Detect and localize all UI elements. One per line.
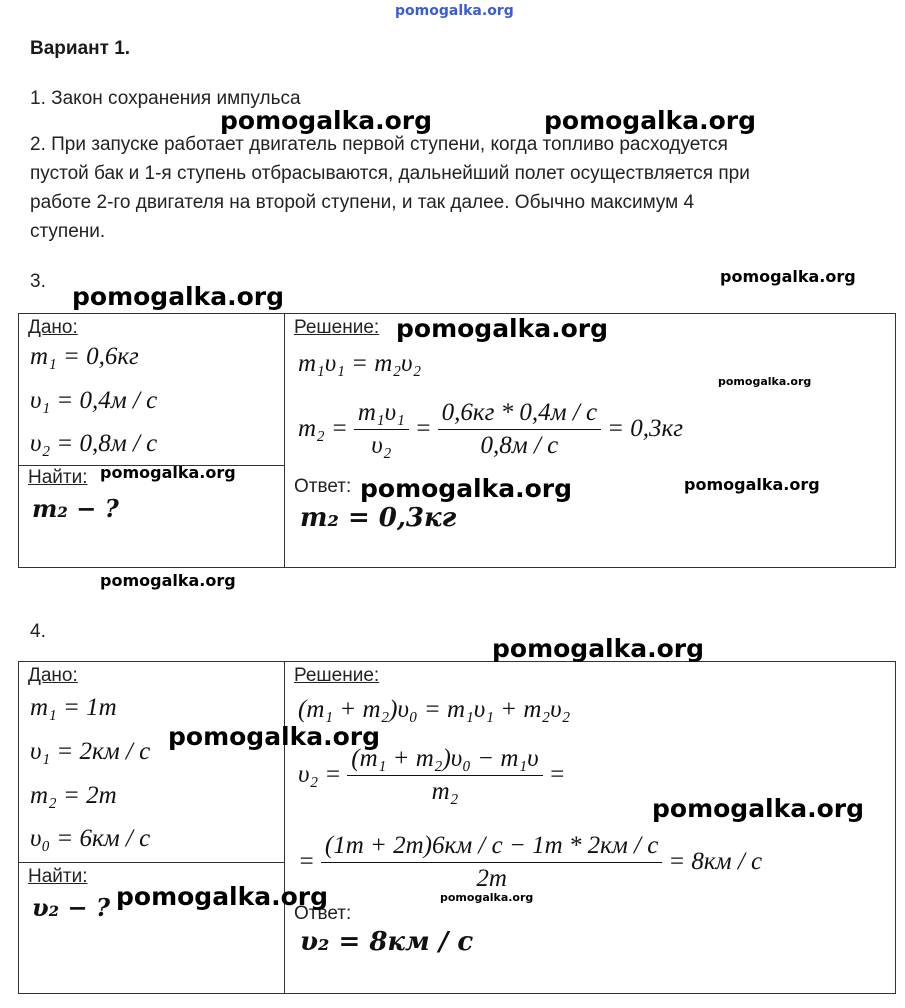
p4-eq3-frac — [321, 832, 662, 893]
p3-given-2: υ₁ = 0,4м / с — [30, 387, 158, 414]
watermark-8: pomogalka.org — [360, 474, 573, 503]
answer-1: 1. Закон сохранения импульса — [30, 88, 301, 109]
p4-eq3-lhs: = — [298, 848, 315, 875]
p4-given-4: υ₀ = 6км / с — [30, 825, 151, 852]
watermark-14: pomogalka.org — [116, 882, 329, 911]
answer-2-line-3: работе 2-го двигателя на второй ступени, и так далее. Обычно максимум 4 — [30, 192, 695, 213]
p4-given-2: υ₁ = 2км / с — [30, 738, 151, 765]
problem-4-find-divider — [18, 862, 285, 863]
answer-2-line-1: 2. При запуске работает двигатель первой ступени, когда топливо расходуется — [30, 134, 728, 155]
p3-eq2-frac1-num: m₁υ₁ — [354, 399, 409, 430]
p3-find: m₂ − ? — [32, 494, 119, 523]
p3-eq2-lhs: m₂ = — [298, 415, 348, 442]
p3-given-3: υ₂ = 0,8м / с — [30, 430, 158, 457]
p3-eq2-frac2 — [438, 399, 601, 460]
p4-answer-label: Ответ: — [294, 903, 352, 924]
p4-eq2-frac-num: (m₁ + m₂)υ₀ − m₁υ — [347, 745, 542, 776]
p4-eq3-frac-den: 2т — [476, 864, 507, 892]
watermark-9: pomogalka.org — [684, 475, 820, 494]
p3-eq2-frac1 — [354, 399, 409, 460]
p3-answer: m₂ = 0,3кг — [300, 503, 457, 533]
p4-eq2-frac-den: m₂ — [431, 777, 459, 805]
p3-eq2 — [298, 394, 683, 464]
p3-given-label: Дано: — [28, 317, 78, 338]
watermark-4: pomogalka.org — [72, 282, 285, 311]
p4-given-3: m₂ = 2т — [30, 782, 117, 809]
watermark-13: pomogalka.org — [652, 794, 865, 823]
p3-answer-label: Ответ: — [294, 476, 352, 497]
p3-solution-label: Решение: — [294, 317, 380, 338]
watermark-5: pomogalka.org — [396, 314, 609, 343]
watermark-15: pomogalka.org — [440, 891, 534, 904]
watermark-7: pomogalka.org — [100, 463, 236, 482]
p3-eq2-frac1-den: υ₂ — [371, 431, 392, 459]
p4-eq1: (m₁ + m₂)υ₀ = m₁υ₁ + m₂υ₂ — [298, 696, 571, 723]
watermark-11: pomogalka.org — [492, 634, 705, 663]
answer-2-line-4: ступени. — [30, 221, 106, 242]
p4-eq2-frac — [347, 745, 542, 806]
p3-eq2-frac2-den: 0,8м / с — [480, 431, 559, 459]
p3-eq1: m₁υ₁ = m₂υ₂ — [298, 350, 422, 377]
p4-answer: υ₂ = 8км / с — [300, 927, 474, 957]
p3-eq2-frac2-num: 0,6кг * 0,4м / с — [438, 399, 601, 430]
p3-given-1: m₁ = 0,6кг — [30, 343, 139, 370]
problem-3-divider — [284, 313, 285, 568]
p3-eq2-result: = 0,3кг — [607, 415, 683, 442]
watermark-12: pomogalka.org — [168, 722, 381, 751]
p4-eq3-frac-num: (1т + 2т)6км / с − 1т * 2км / с — [321, 832, 662, 863]
p4-eq2-lhs: υ₂ = — [298, 761, 342, 788]
watermark-1: pomogalka.org — [220, 106, 433, 135]
p3-find-label: Найти: — [28, 467, 88, 488]
problem-4-divider — [284, 661, 285, 994]
problem-3-number: 3. — [30, 271, 46, 292]
watermark-6: pomogalka.org — [718, 375, 812, 388]
p4-find: υ₂ − ? — [32, 893, 111, 922]
p4-given-1: m₁ = 1т — [30, 694, 117, 721]
p4-eq3-result: = 8км / с — [668, 848, 763, 875]
p4-find-label: Найти: — [28, 866, 88, 887]
watermark-3: pomogalka.org — [720, 267, 856, 286]
watermark-10: pomogalka.org — [100, 571, 236, 590]
problem-4-number: 4. — [30, 621, 46, 642]
watermark-2: pomogalka.org — [544, 106, 757, 135]
p4-given-label: Дано: — [28, 665, 78, 686]
answer-2-line-2: пустой бак и 1-я ступень отбрасываются, дальнейший полет осуществляется при — [30, 163, 750, 184]
watermark-top: pomogalka.org — [395, 3, 514, 19]
p4-solution-label: Решение: — [294, 665, 380, 686]
p4-eq2-tail: = — [548, 761, 566, 788]
variant-title: Вариант 1. — [30, 38, 131, 59]
p3-eq2-mid: = — [414, 415, 432, 442]
p4-eq3 — [298, 824, 762, 900]
